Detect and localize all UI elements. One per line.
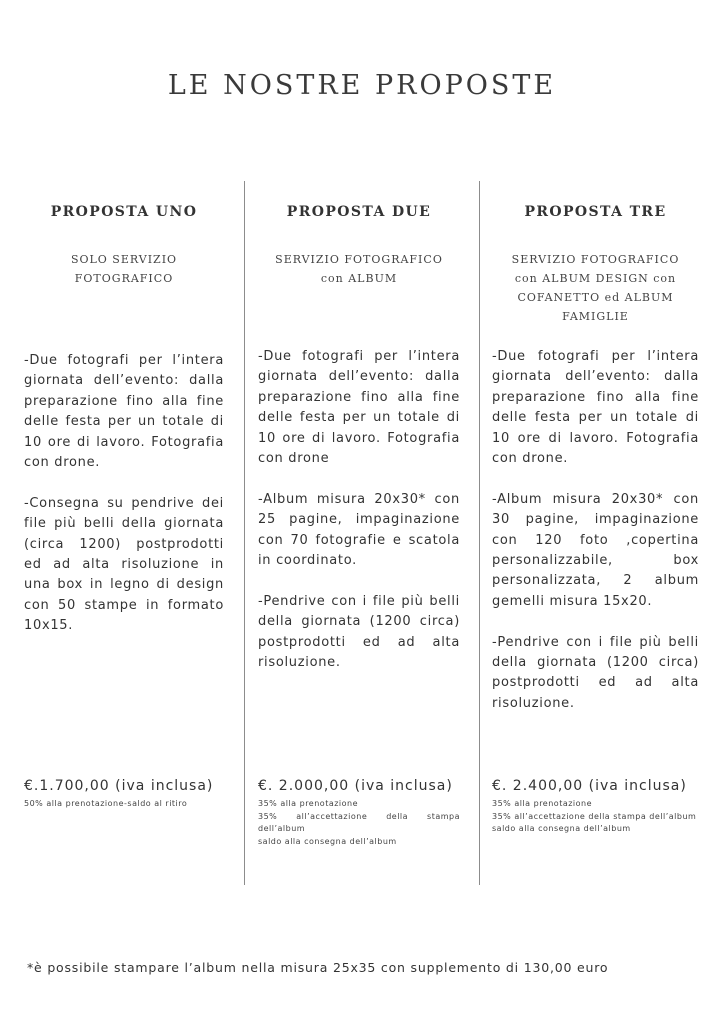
proposal-subtitle [20,250,228,288]
subtitle-line: FAMIGLIE [562,310,629,323]
description-paragraph: -Pendrive con i file più belli della giornata (1200 circa) postprodotti ed ad alta risoluzione. [492,634,699,711]
payment-term: 35% all’accettazione della stampa dell’album [258,811,460,833]
subtitle-line: SERVIZIO FOTOGRAFICO [511,253,680,266]
proposal-description [258,347,460,673]
payment-term: 35% all’accettazione della stampa dell’album [492,811,697,821]
description-paragraph: -Due fotografi per l’intera giornata dell’evento: dalla preparazione fino alla fine delle festa per un totale di 10 ore di lavoro. Fotografia con drone [258,349,460,467]
description-paragraph: -Due fotografi per l’intera giornata dell’evento: dalla preparazione fino alla fine delle festa per un totale di 10 ore di lavoro. Fotografia con drone. [492,349,699,467]
page-title: LE NOSTRE PROPOSTE [167,70,557,101]
payment-term: 50% alla prenotazione-saldo al ritiro [24,799,188,808]
payment-terms [24,798,224,811]
payment-terms [492,798,699,836]
proposal-price: €. 2.000,00 (iva inclusa) [258,778,453,794]
description-paragraph: -Consegna su pendrive dei file più belli della giornata (circa 1200) postprodotti ed ad alta risoluzione in una box in legno di design con 50 stampe in formato 10x15. [24,495,224,634]
payment-term: saldo alla consegna dell’album [492,824,631,833]
proposal-title: PROPOSTA TRE [524,204,667,220]
subtitle-line: con ALBUM [320,272,398,285]
album-size-footnote: *è possibile stampare l’album nella misura 25x35 con supplemento di 130,00 euro [27,960,609,975]
payment-terms [258,798,460,848]
subtitle-line: SERVIZIO FOTOGRAFICO [275,253,443,266]
proposal-title: PROPOSTA UNO [50,204,198,220]
column-divider [479,181,480,885]
proposal-description [24,351,224,637]
subtitle-line: COFANETTO ed ALBUM [517,291,674,304]
column-divider [244,181,245,885]
description-paragraph: -Album misura 20x30* con 30 pagine, impaginazione con 120 foto ,copertina personalizzabile, box personalizzata, 2 album gemelli misura 15x20. [492,491,699,609]
proposal-subtitle [488,250,703,326]
description-paragraph: -Due fotografi per l’intera giornata dell’evento: dalla preparazione fino alla fine delle festa per un totale di 10 ore di lavoro. Fotografia con drone. [24,353,224,471]
payment-term: saldo alla consegna dell’album [258,836,397,846]
proposal-description [492,347,699,714]
subtitle-line: con ALBUM DESIGN con [514,272,677,285]
subtitle-line: SOLO SERVIZIO [70,253,178,266]
proposal-subtitle [254,250,464,288]
payment-term: 35% alla prenotazione [492,799,593,808]
description-paragraph: -Pendrive con i file più belli della giornata (1200 circa) postprodotti ed ad alta risoluzione. [258,593,460,671]
payment-term: 35% alla prenotazione [258,799,359,808]
subtitle-line: FOTOGRAFICO [74,272,174,285]
description-paragraph: -Album misura 20x30* con 25 pagine, impaginazione con 70 fotografie e scatola in coordinato. [258,491,460,569]
proposal-title: PROPOSTA DUE [286,204,432,220]
proposal-price: €.1.700,00 (iva inclusa) [24,778,214,794]
proposal-price: €. 2.400,00 (iva inclusa) [492,778,687,794]
